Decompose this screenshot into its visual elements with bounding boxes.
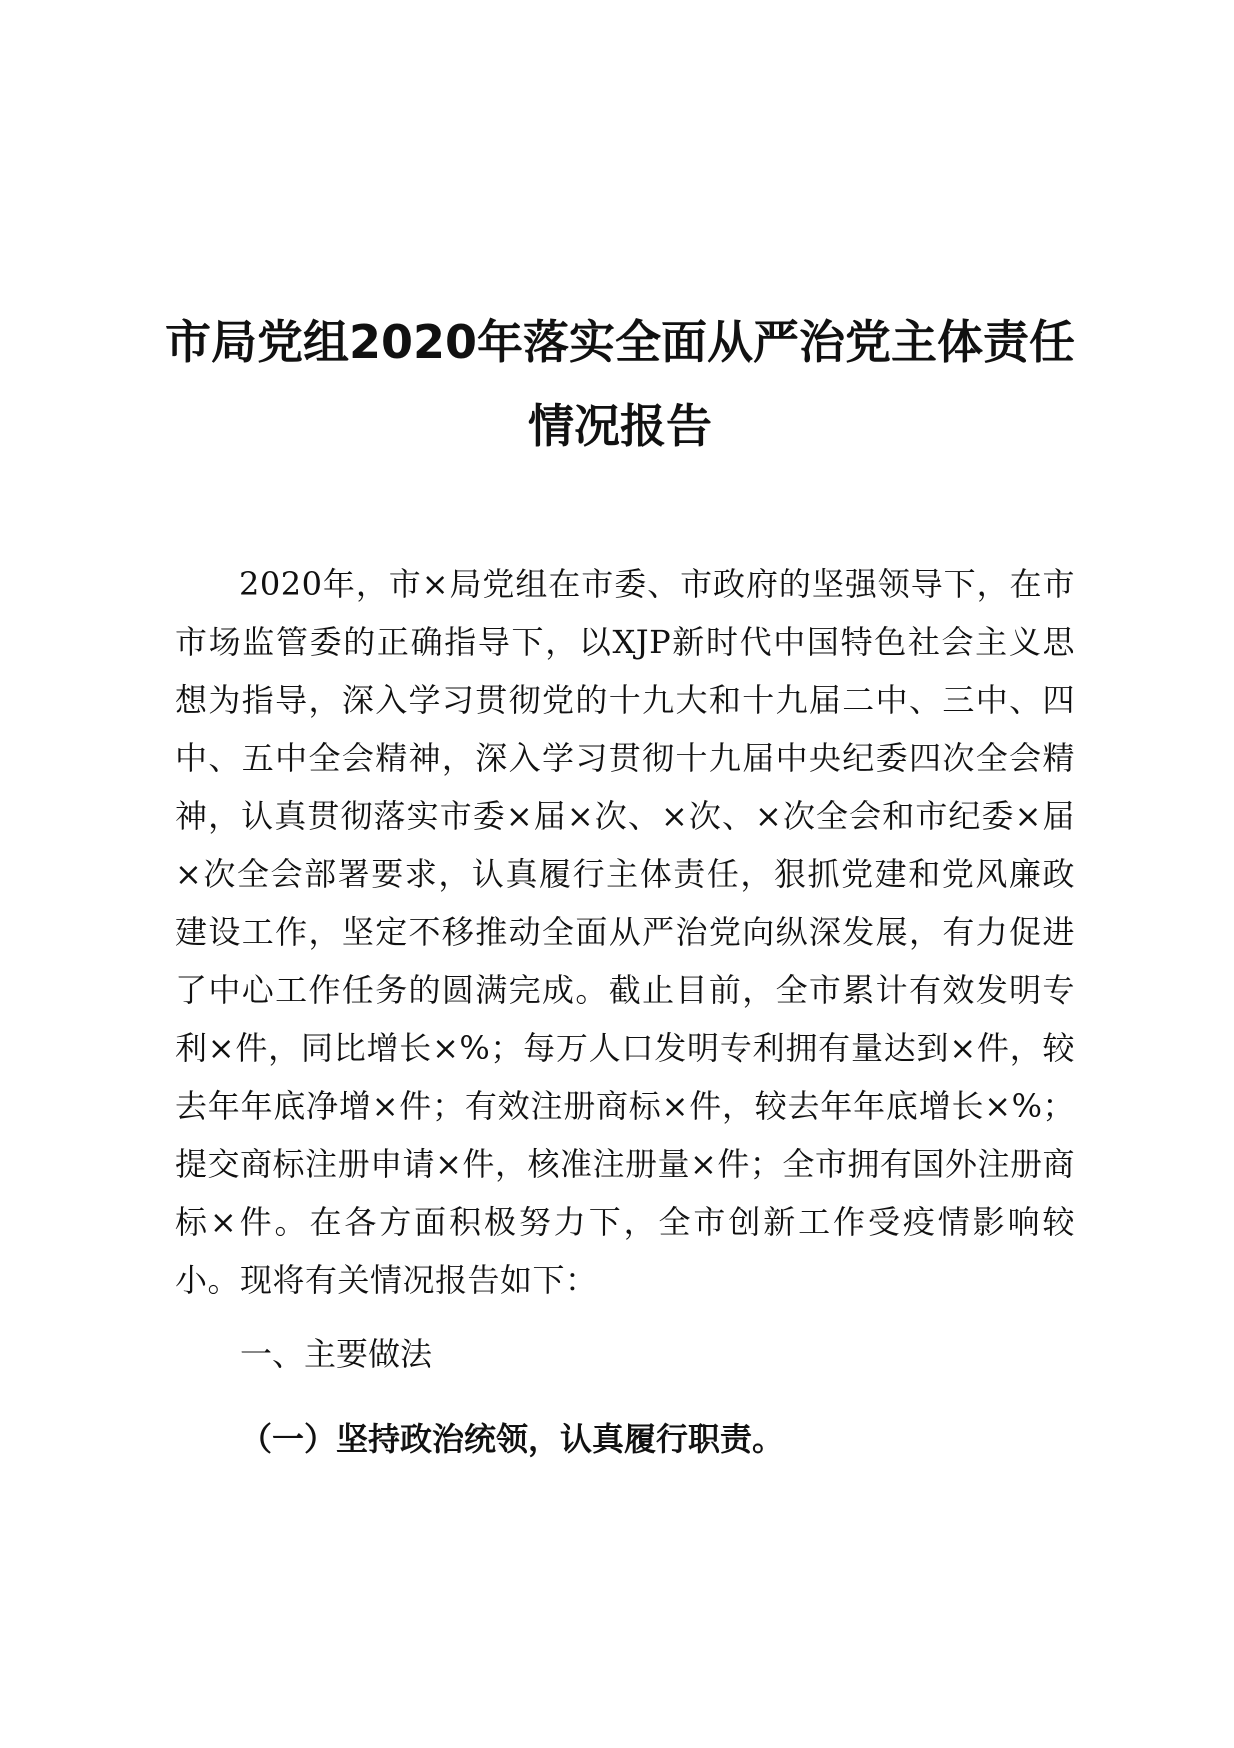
section-heading: 一、主要做法 [240,1335,433,1373]
subsection-heading: （一）坚持政治统领，认真履行职责。 [240,1420,785,1458]
document-title: 市局党组2020年落实全面从严治党主体责任情况报告 [164,315,1076,453]
intro-paragraph: 2020年，市×局党组在市委、市政府的坚强领导下，在市市场监管委的正确指导下，以XJP新时代中国特色社会主义思想为指导，深入学习贯彻党的十九大和十九届二中、三中、四中、五中全会精神，深入学习贯彻十九届中央纪委四次全会精神，认真贯彻落实市委×届×次、×次、×次全会和市纪委×届×次全会部署要求，认真履行主体责任，狠抓党建和党风廉政建设工作，坚定不移推动全面从严治党向纵深发展，有力促进了中心工作任务的圆满完成。截止目前，全市累计有效发明专利×件，同比增长×%；每万人口发明专利拥有量达到×件，较去年年底净增×件；有效注册商标×件，较去年年底增长×%；提交商标注册申请×件，核准注册量×件；全市拥有国外注册商标×件。在各方面积极努力下，全市创新工作受疫情影响较小。现将有关情况报告如下： [175,565,1075,1299]
